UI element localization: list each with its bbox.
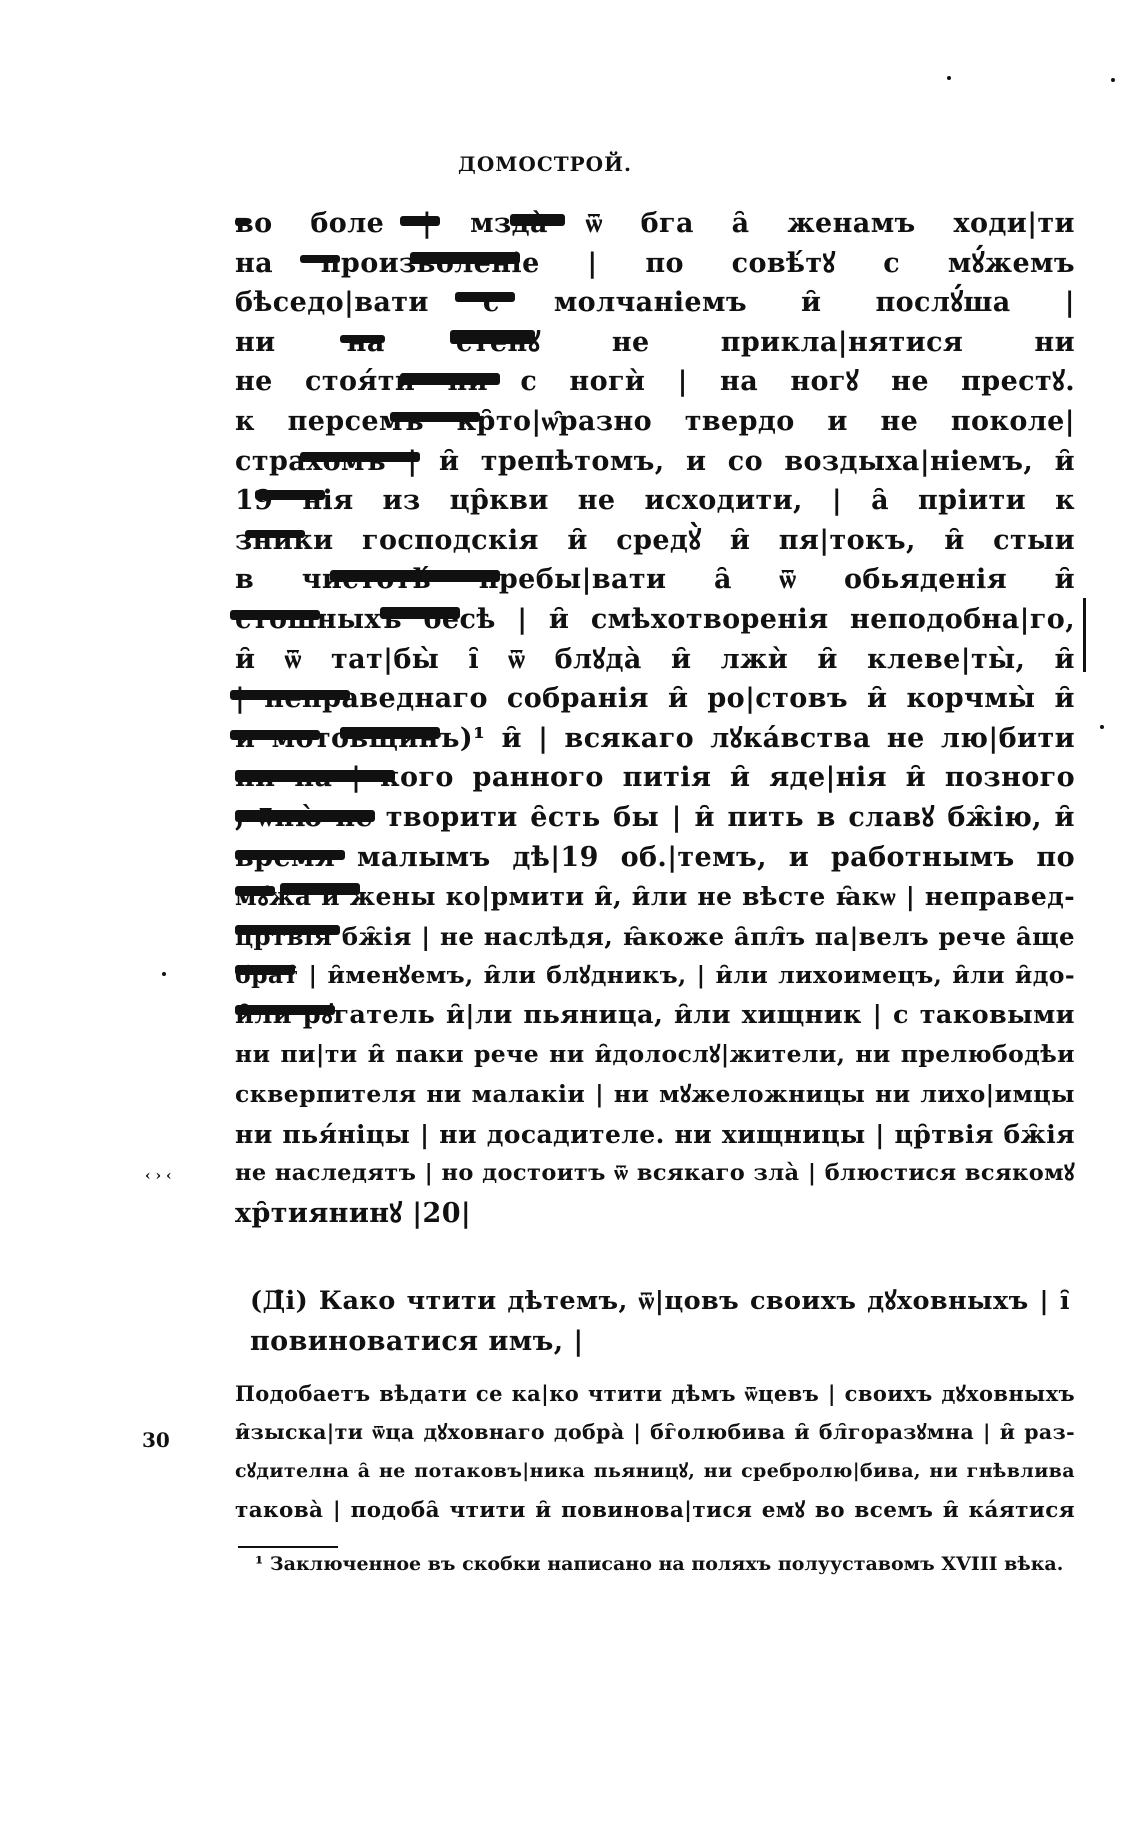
speck — [1111, 78, 1115, 82]
text-line: и̑ли рꙋгатель и̑|ли пьяница, и̑ли хищник | с таковыми — [235, 999, 1075, 1030]
text-line: таковà | подоба̑ чтити и̑ повинова|тися емꙋ во всемъ и̑ ка́ятися — [235, 1498, 1075, 1523]
text-line: хр̑тиянинꙋ |20| — [235, 1197, 472, 1229]
text-line: страхомъ | и̑ трепѣтомъ, и со воздыха|нiемъ, и̑ — [235, 445, 1075, 477]
text-line: во боле | мздà ѿ бга а̑ женамъ ходи|ти — [235, 208, 1075, 239]
text-line: ни на | кого ранного питiя и̑ яде|нiя и̑ позного — [235, 762, 1075, 794]
running-header: ДОМОСТРОЙ. — [458, 152, 632, 176]
text-line: зники господскiя и̑ средꙋ̀ и̑ пя|токъ, и̑ стыи — [235, 524, 1075, 556]
section-heading — [250, 1282, 1070, 1361]
speck — [947, 76, 951, 80]
speck — [1100, 725, 1104, 729]
text-line: время малымъ дѣ|19 об.|темъ, и работнымъ по — [235, 841, 1075, 873]
text-line: на произволенiе | по совѣ́тꙋ с мꙋ́жемъ — [235, 247, 1075, 279]
text-line: и̑ ѿ тат|бы̀ і̑ ѿ блꙋда̀ и̑ лжѝ и̑ клеве|ты̀, и̑ — [235, 643, 1075, 675]
text-line: бѣседо|вати с молчанiемъ и̑ послꙋ́ша | — [235, 287, 1075, 319]
footnote: ¹ Заключенное въ скобки написано на поляхъ полууставомъ XVIII вѣка. — [255, 1553, 1064, 1575]
text-line: сꙋдителна а̑ не потаковъ|ника пьяницꙋ, ни сребролю|бива, ни гнѣвлива — [235, 1460, 1075, 1482]
text-line: ни пи|ти и̑ паки рече ни и̑долослꙋ|жители, ни прелюбодѣи — [235, 1040, 1075, 1069]
main-text-block — [235, 204, 1075, 1233]
text-line: ни на стенꙋ не прикла|нятися ни — [235, 326, 1075, 358]
text-line: цр̑твiя бж̑iя | не наслѣдя, ꙗ̑коже а̑пл̑ъ па|велъ рече а̑ще — [235, 921, 1075, 951]
text-line: не стоя́ти ни с ногѝ | на ногꙋ не престꙋ. — [235, 366, 1075, 398]
speck — [162, 972, 166, 976]
text-line: Подобаетъ вѣдати се ка|ко чтити дѣмъ ѿцевъ | своихъ дꙋховныхъ — [235, 1381, 1075, 1406]
text-line: и мотовщинъ)¹ и̑ | всякаго лꙋка́вства не лю|бити — [235, 722, 1075, 754]
text-line: стошныхъ бесѣ | и̑ смѣхотворенiя неподобна|го, — [235, 603, 1075, 635]
text-line: не наследятъ | но достоитъ ѿ всякаго зла̀ | блюстися всякомꙋ — [235, 1160, 1075, 1187]
text-line: к персемъ кр̑то|ѡ̑разно твердо и не поколе| — [235, 405, 1075, 437]
margin-mark: ‹ › ‹ — [145, 1168, 172, 1184]
paragraph — [235, 1374, 1075, 1530]
text-line: и̑зыска|ти ѿца дꙋховнаго добра̀ | бг̑олюбива и̑ бл̑горазꙋмна | и̑ раз- — [235, 1420, 1075, 1444]
text-line: | неправеднаго собранiя и̑ ро|стовъ и̑ корчмы̀ и̑ — [235, 683, 1075, 715]
text-line: в чистотѣ́ пребы|вати а̑ ѿ обьяденiя и̑ — [235, 564, 1075, 596]
text-line: брат̑ | и̑менꙋемъ, и̑ли блꙋдникъ, | и̑ли лихоимецъ, и̑ли и̑до- — [235, 961, 1075, 990]
footnote-rule — [238, 1546, 338, 1548]
text-line: мꙋжа и̑ жены ко|рмити и̑, и̑ли не вѣсте ꙗ̑кѡ | неправед- — [235, 882, 1075, 912]
heading-line: (Д̑і) Како чтити дѣтемъ, ѿ|цовъ своихъ дꙋховныхъ | і̑ — [250, 1286, 1070, 1316]
text-line: скверпителя ни малакiи | ни мꙋжеложницы ни лихо|имцы — [235, 1080, 1075, 1109]
text-line: 19 нiя из цр̑кви не исходити, | а̑ прiити к — [235, 485, 1075, 517]
heading-line: повиноватися имъ, | — [250, 1325, 584, 1357]
margin-line-number: 30 — [142, 1428, 170, 1452]
text-line: ни пья́нiцы | ни досадителе. ни хищницы | цр̑твiя бж̑iя — [235, 1119, 1075, 1149]
text-line: , ѿню̀ не творити е̑сть бы | и̑ пить в славꙋ бж̑iю, и̑ — [235, 801, 1075, 833]
margin-rule — [1083, 598, 1086, 672]
